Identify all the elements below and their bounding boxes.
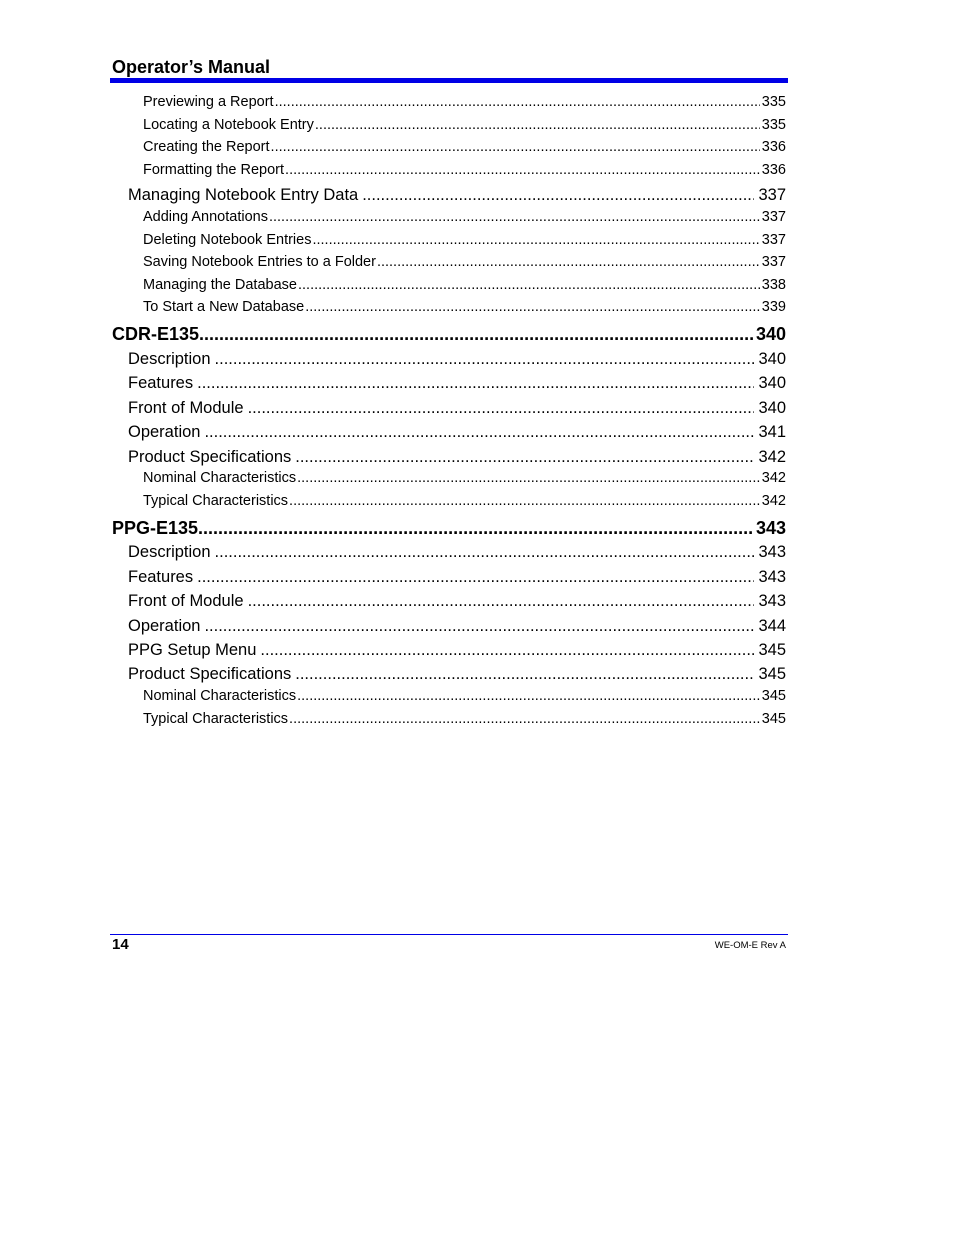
toc-entry-title: Managing Notebook Entry Data [128, 186, 359, 204]
toc-entry-title: Front of Module [128, 592, 244, 610]
toc-entry[interactable] [143, 687, 786, 705]
toc-entry-page: 345 [761, 711, 786, 727]
toc-entry-title: CDR-E135 [112, 324, 200, 344]
toc-entry[interactable] [143, 492, 786, 510]
toc-entry-title: Nominal Characteristics [143, 470, 297, 486]
toc-entry[interactable] [128, 349, 786, 369]
leader-dots [269, 208, 760, 226]
toc-entry-title: Front of Module [128, 399, 244, 417]
toc-entry-page: 340 [755, 324, 786, 344]
toc-entry-title: Description [128, 350, 211, 368]
leader-dots [298, 276, 760, 294]
toc-entry[interactable] [128, 664, 786, 684]
toc-entry-page: 344 [758, 617, 786, 635]
toc-entry[interactable] [128, 185, 786, 205]
leader-dots [285, 161, 760, 179]
toc-entry-page: 340 [758, 374, 786, 392]
toc-entry-title: Description [128, 543, 211, 561]
toc-entry[interactable] [128, 567, 786, 587]
leader-dots [312, 231, 759, 249]
leader-dots [377, 253, 760, 271]
leader-dots [295, 447, 754, 467]
leader-dots [295, 664, 754, 684]
leader-dots [198, 517, 754, 539]
toc-entry[interactable] [143, 469, 786, 487]
toc-entry-title: Features [128, 568, 194, 586]
leader-dots [197, 567, 754, 587]
toc-entry[interactable] [128, 373, 786, 393]
toc-entry[interactable] [143, 93, 786, 111]
leader-dots [248, 398, 755, 418]
toc-entry-page: 341 [758, 423, 786, 441]
toc-entry-page: 336 [761, 139, 786, 155]
toc-entry[interactable] [128, 422, 786, 442]
toc-entry-page: 337 [758, 186, 786, 204]
toc-entry-title: Product Specifications [128, 448, 292, 466]
toc-entry-title: Managing the Database [143, 277, 297, 293]
toc-entry-title: Formatting the Report [143, 162, 285, 178]
toc-entry-page: 343 [758, 543, 786, 561]
toc-entry[interactable] [143, 208, 786, 226]
leader-dots [297, 687, 760, 705]
toc-entry-title: Deleting Notebook Entries [143, 232, 312, 248]
toc-entry-title: Features [128, 374, 194, 392]
toc-entry[interactable] [143, 231, 786, 249]
toc-entry[interactable] [143, 276, 786, 294]
toc-entry-title: Typical Characteristics [143, 711, 289, 727]
toc-entry-page: 342 [761, 493, 786, 509]
toc-entry[interactable] [128, 616, 786, 636]
toc-entry-page: 340 [758, 399, 786, 417]
toc-entry[interactable] [112, 517, 786, 539]
leader-dots [248, 591, 755, 611]
toc-entry[interactable] [143, 253, 786, 271]
toc-entry[interactable] [143, 138, 786, 156]
toc-entry-page: 339 [761, 299, 786, 315]
leader-dots [215, 542, 755, 562]
toc-entry-title: Operation [128, 423, 201, 441]
toc-entry[interactable] [143, 710, 786, 728]
page-header-title: Operator’s Manual [112, 57, 271, 77]
footer-rule [110, 934, 788, 935]
toc-entry[interactable] [128, 398, 786, 418]
toc-entry-page: 345 [758, 641, 786, 659]
toc-entry-title: Previewing a Report [143, 94, 274, 110]
leader-dots [215, 349, 755, 369]
toc-entry[interactable] [128, 640, 786, 660]
leader-dots [297, 469, 760, 487]
toc-entry-title: PPG Setup Menu [128, 641, 257, 659]
toc-entry[interactable] [143, 298, 786, 316]
leader-dots [315, 116, 760, 134]
leader-dots [197, 373, 754, 393]
leader-dots [271, 138, 760, 156]
page-number: 14 [112, 936, 129, 953]
toc-entry-page: 338 [761, 277, 786, 293]
toc-entry-page: 336 [761, 162, 786, 178]
toc-entry-page: 345 [761, 688, 786, 704]
document-id: WE-OM-E Rev A [714, 940, 786, 951]
toc-entry-title: Typical Characteristics [143, 493, 289, 509]
toc-entry-page: 335 [761, 94, 786, 110]
toc-entry-page: 342 [758, 448, 786, 466]
toc-entry-title: Nominal Characteristics [143, 688, 297, 704]
leader-dots [289, 710, 760, 728]
toc-entry-title: Operation [128, 617, 201, 635]
toc-entry-title: PPG-E135 [112, 518, 199, 538]
toc-entry-page: 343 [755, 518, 786, 538]
toc-entry-title: To Start a New Database [143, 299, 305, 315]
toc-entry-page: 342 [761, 470, 786, 486]
toc-entry-page: 335 [761, 117, 786, 133]
toc-entry[interactable] [128, 447, 786, 467]
leader-dots [204, 616, 754, 636]
toc-entry-title: Saving Notebook Entries to a Folder [143, 254, 376, 270]
toc-entry[interactable] [128, 591, 786, 611]
toc-entry-page: 343 [758, 568, 786, 586]
toc-entry-title: Product Specifications [128, 665, 292, 683]
toc-entry-page: 340 [758, 350, 786, 368]
leader-dots [199, 323, 754, 345]
toc-entry[interactable] [112, 323, 786, 345]
leader-dots [260, 640, 754, 660]
leader-dots [305, 298, 760, 316]
toc-entry-title: Locating a Notebook Entry [143, 117, 314, 133]
toc-entry-page: 337 [761, 232, 786, 248]
toc-entry-page: 345 [758, 665, 786, 683]
toc-entry[interactable] [128, 542, 786, 562]
toc-entry-page: 337 [761, 254, 786, 270]
toc-entry[interactable] [143, 161, 786, 179]
toc-entry-page: 337 [761, 209, 786, 225]
toc-entry[interactable] [143, 116, 786, 134]
leader-dots [289, 492, 760, 510]
leader-dots [362, 185, 754, 205]
leader-dots [275, 93, 760, 111]
toc-entry-title: Adding Annotations [143, 209, 268, 225]
toc-entry-page: 343 [758, 592, 786, 610]
toc-entry-title: Creating the Report [143, 139, 270, 155]
leader-dots [204, 422, 754, 442]
